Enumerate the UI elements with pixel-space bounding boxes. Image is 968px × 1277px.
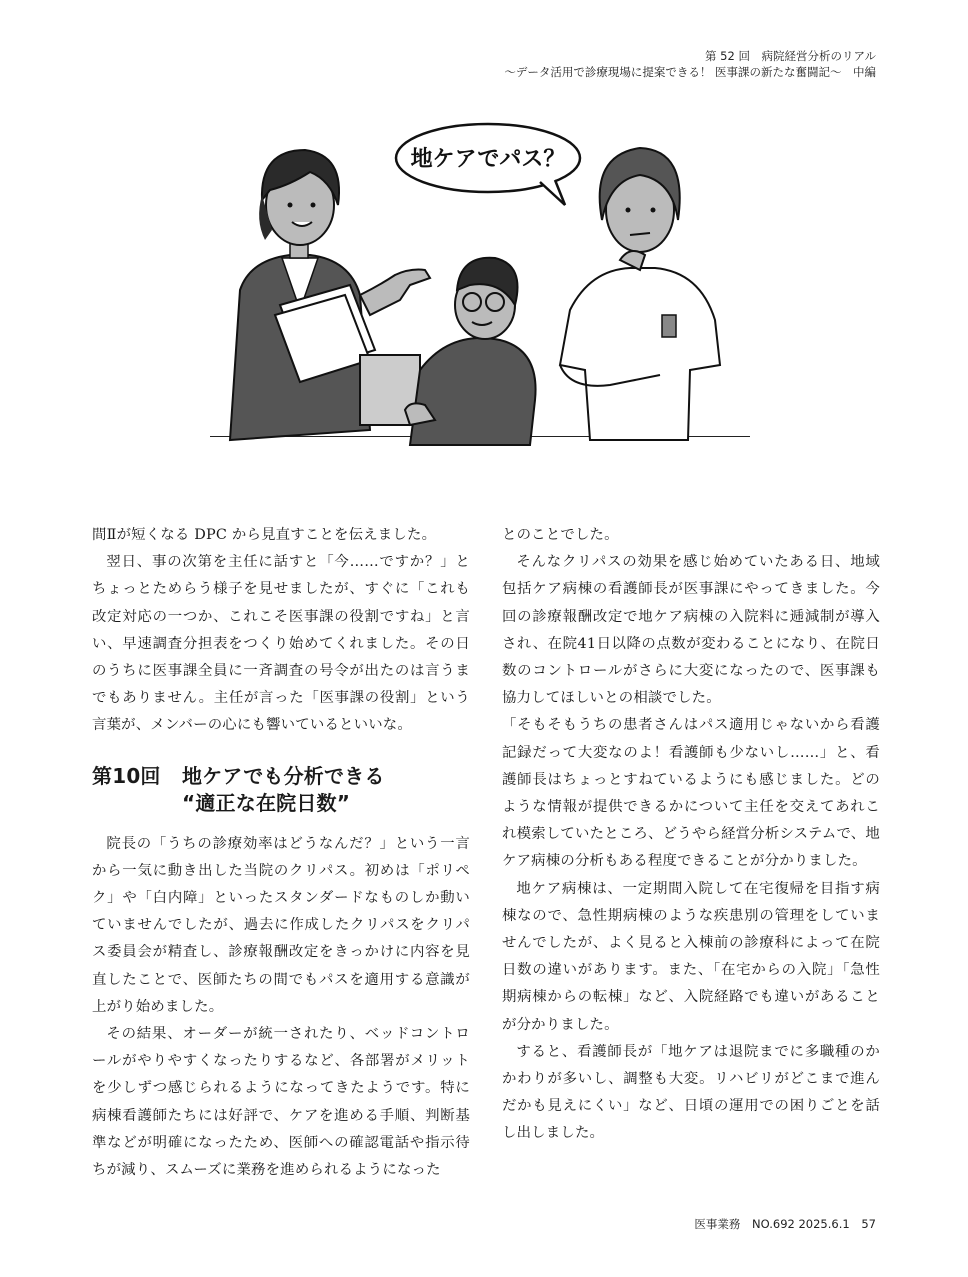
man-seated <box>405 258 536 445</box>
speech-bubble-text: 地ケアでパス？ <box>410 147 566 172</box>
paragraph: とのことでした。 <box>502 527 619 543</box>
page-number: 57 <box>861 1217 876 1231</box>
right-column <box>502 522 880 1148</box>
paragraph: すると、看護師長が「地ケアは退院までに多職種のかかわりが多いし、調整も大変。リハビリがどこまで進んだかも見えにくい」など、日頃の運用での困りごとを話し出しました。 <box>502 1043 880 1142</box>
issue-info: NO.692 2025.6.1 <box>752 1217 850 1231</box>
paragraph: 院長の「うちの診療効率はどうなんだ？」という一言から一気に動き出した当院のクリパス。初めは「ポリペク」や「白内障」といったスタンダードなものしか動いていませんでしたが、過去に作成したクリパスをクリパス委員会が精査し、診療報酬改定をきっかけに内容を見直したことで、医師たちの間でもパスを適用する意識が上がり始めました。 <box>92 835 470 1015</box>
office-illustration <box>210 110 750 462</box>
left-column <box>92 522 470 1184</box>
page-footer <box>694 1216 876 1232</box>
paragraph: 間Ⅱが短くなる DPC から見直すことを伝えました。 <box>92 527 437 543</box>
paragraph: その結果、オーダーが統一されたり、ベッドコントロールがやりやすくなったりするなど、各部署がメリットを少しずつ感じられるようになってきたようです。特に病棟看護師たちには好評で、ケアを進める手順、判断基準などが明確になったため、医師への確認電話や指示待ちが減り、スムーズに業務を進められるようになった <box>92 1026 470 1179</box>
paragraph: 地ケア病棟は、一定期間入院して在宅復帰を目指す病棟なので、急性期病棟のような疾患別の管理をしていませんでしたが、よく見ると入棟前の診療科によって在院日数の違いがあります。また、「在宅からの入院」「急性期病棟からの転棟」など、入院経路でも違いがあることが分かりました。 <box>502 880 880 1033</box>
section-subtitle: “適正な在院日数” <box>182 790 351 815</box>
series-subtitle: ～データ活用で診療現場に提案できる！ 医事課の新たな奮闘記～ 中編 <box>504 65 876 79</box>
running-header <box>504 48 876 80</box>
paragraph: 「そもそもうちの患者さんはパス適用じゃないから看護記録だって大変なのよ！看護師も少ないし……」と、看護師長はちょっとすねているようにも感じました。どのような情報が提供できるかについて主任を交えてあれこれ模索していたところ、どうやら経営分析システムで、地ケア病棟の分析もある程度できることが分かりました。 <box>502 717 880 870</box>
section-heading <box>92 763 470 817</box>
section-title: 地ケアでも分析できる <box>182 763 385 788</box>
series-title: 第 52 回 病院経営分析のリアル <box>705 49 876 63</box>
nurse <box>560 148 720 440</box>
speech-bubble <box>396 124 580 205</box>
publication-name: 医事業務 <box>694 1217 741 1231</box>
paragraph: 翌日、事の次第を主任に話すと「今……ですか？」とちょっとためらう様子を見せましたが、すぐに「これも改定対応の一つか、これこそ医事課の役割ですね」と言い、早速調査分担表をつくり始めてくれました。その日のうちに医事課全員に一斉調査の号令が出たのは言うまでもありません。主任が言った「医事課の役割」という言葉が、メンバーの心にも響いているといいな。 <box>92 554 470 734</box>
paragraph: そんなクリパスの効果を感じ始めていたある日、地域包括ケア病棟の看護師長が医事課にやってきました。今回の診療報酬改定で地ケア病棟の入院料に逓減制が導入され、在院41日以降の点数が変わることになり、在院日数のコントロールがさらに大変になったので、医事課も協力してほしいとの相談でした。 <box>502 554 880 707</box>
section-number: 第10回 <box>92 763 161 788</box>
